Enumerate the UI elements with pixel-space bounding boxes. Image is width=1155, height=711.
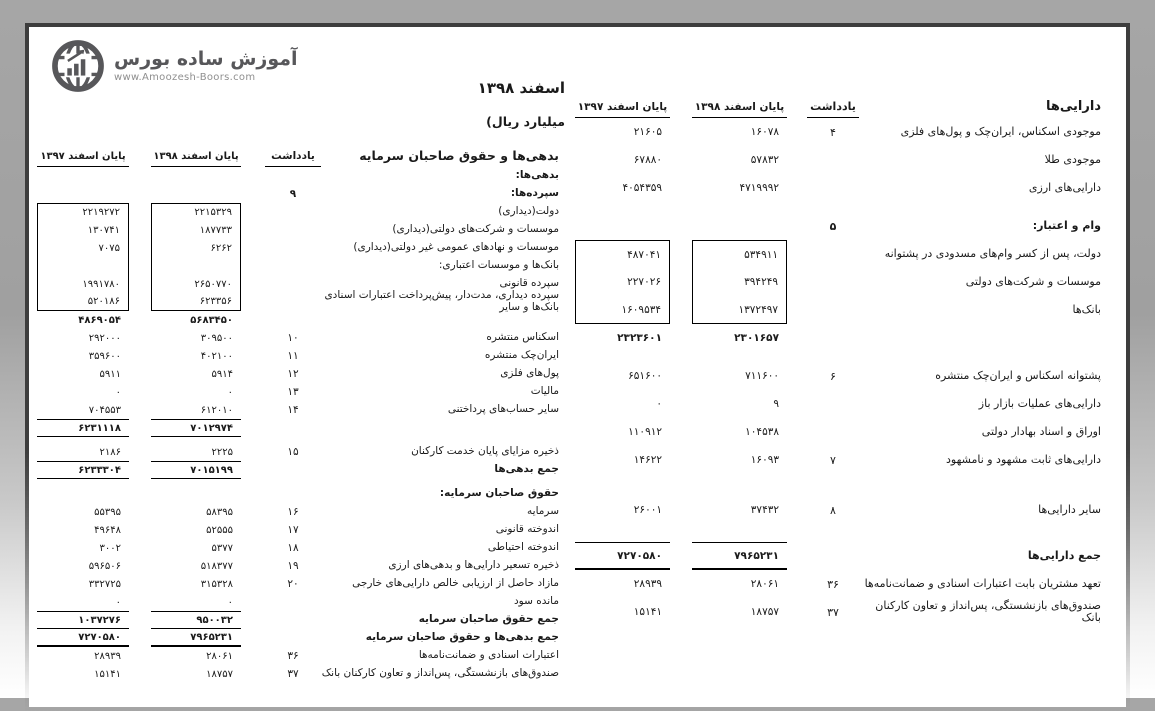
value-1398: ۱۳۷۲۴۹۷ xyxy=(692,296,787,324)
row-label xyxy=(859,324,1107,352)
row-label: سپرده قانونی xyxy=(499,277,559,290)
value-1398: ۶۱۲۰۱۰ xyxy=(200,404,233,416)
value-1398: ۷۹۶۵۲۳۱ xyxy=(692,542,787,570)
row-label: جمع دارایی‌ها xyxy=(1027,548,1101,562)
note-number xyxy=(265,629,321,647)
logo-title: آموزش ساده بورس xyxy=(114,48,298,71)
table-row xyxy=(37,329,565,347)
note-number: ۱۴ xyxy=(287,404,299,416)
row-label: پشتوانه اسکناس و ایران‌چک منتشره xyxy=(935,368,1101,382)
table-row xyxy=(575,446,1107,474)
row-label: ایران‌چک منتشره xyxy=(484,349,559,362)
row-label: بانک‌ها و موسسات اعتباری: xyxy=(438,259,559,272)
note-number: ۱۲ xyxy=(287,368,299,380)
value-1398: ۷۰۱۵۱۹۹ xyxy=(151,461,241,479)
table-row xyxy=(575,174,1107,202)
value-1398: ۱۸۷۵۷ xyxy=(750,606,779,618)
value-1398: ۲۸۰۶۱ xyxy=(206,650,233,662)
row-label: دولت(دیداری) xyxy=(498,205,559,218)
note-number: ۳۷ xyxy=(827,605,839,619)
row-label: جمع بدهی‌ها و حقوق صاحبان سرمایه xyxy=(365,631,559,644)
value-1398: ۹۵۰۰۳۲ xyxy=(151,611,241,629)
table-row xyxy=(37,503,565,521)
value-1398: ۰ xyxy=(227,596,233,608)
value-1397: ۴۹۶۴۸ xyxy=(94,524,121,536)
table-row xyxy=(37,419,565,437)
note-number: ۳۷ xyxy=(287,668,299,680)
document-unit-label: میلیارد ریال) xyxy=(486,114,565,129)
row-label: سپرده‌ها: xyxy=(510,187,559,200)
value-1397 xyxy=(37,257,129,275)
table-row xyxy=(37,167,565,185)
value-1397: ۲۱۸۶ xyxy=(99,446,121,458)
table-row xyxy=(575,324,1107,352)
value-1398: ۲۶۵۰۷۷۰ xyxy=(151,275,241,293)
note-number: ۶ xyxy=(830,369,836,383)
value-1397: ۷۲۷۰۵۸۰ xyxy=(37,629,129,647)
table-row xyxy=(37,611,565,629)
col-header-1397: پایان اسفند ۱۳۹۷ xyxy=(575,88,670,118)
value-1397: ۱۱۰۹۱۲ xyxy=(628,426,662,438)
value-1397: ۲۲۷۰۲۶ xyxy=(575,268,670,296)
row-label: حقوق صاحبان سرمایه: xyxy=(439,487,559,500)
value-1398: ۳۰۹۵۰۰ xyxy=(200,332,233,344)
note-number: ۳۶ xyxy=(287,650,299,662)
table-row xyxy=(575,570,1107,598)
value-1397: ۲۳۲۳۶۰۱ xyxy=(617,332,662,344)
value-1398: ۳۹۴۲۴۹ xyxy=(692,268,787,296)
table-row xyxy=(37,521,565,539)
value-1397: ۴۸۷۰۴۱ xyxy=(575,240,670,268)
row-label: دارایی‌های عملیات بازار باز xyxy=(978,396,1101,410)
table-row xyxy=(37,665,565,683)
value-1398: ۷۹۶۵۲۳۱ xyxy=(151,629,241,647)
value-1398: ۱۶۰۷۸ xyxy=(750,126,779,138)
value-1398 xyxy=(151,167,241,185)
note-number: ۷ xyxy=(830,453,836,467)
note-number xyxy=(265,293,321,311)
note-number xyxy=(807,240,859,268)
col-header-1398: پایان اسفند ۱۳۹۸ xyxy=(151,143,241,167)
assets-section-title: دارایی‌ها xyxy=(1046,98,1101,114)
value-1397: ۲۶۰۰۱ xyxy=(633,504,662,516)
value-1397: ۴۸۶۹۰۵۴ xyxy=(78,314,121,326)
value-1397: ۲۸۹۳۹ xyxy=(94,650,121,662)
note-number xyxy=(807,174,859,202)
row-label: جمع بدهی‌ها xyxy=(494,463,559,476)
value-1398: ۶۲۶۲ xyxy=(151,239,241,257)
row-label: وام و اعتبار: xyxy=(1032,218,1101,232)
note-number xyxy=(265,611,321,629)
value-1397: ۲۲۱۹۲۷۲ xyxy=(37,203,129,221)
table-row xyxy=(37,239,565,257)
value-1397: ۵۲۰۱۸۶ xyxy=(37,293,129,311)
table-row xyxy=(37,485,565,503)
value-1398: ۴۰۲۱۰۰ xyxy=(200,350,233,362)
table-row xyxy=(575,542,1107,570)
table-row xyxy=(575,268,1107,296)
note-number: ۱۶ xyxy=(287,506,299,518)
table-row xyxy=(37,539,565,557)
note-number xyxy=(265,203,321,221)
row-label: موجودی طلا xyxy=(1044,152,1101,166)
value-1397: ۶۲۳۳۳۰۴ xyxy=(37,461,129,479)
note-number xyxy=(265,275,321,293)
value-1397: ۷۰۴۵۵۳ xyxy=(88,404,121,416)
row-label: مانده سود xyxy=(514,595,559,608)
value-1397: ۰ xyxy=(115,386,121,398)
note-number: ۵ xyxy=(829,219,837,233)
col-header-note: یادداشت xyxy=(807,88,859,118)
value-1397: ۱۶۰۹۵۳۴ xyxy=(575,296,670,324)
row-label: جمع حقوق صاحبان سرمایه xyxy=(418,613,559,626)
value-1397: ۰ xyxy=(115,596,121,608)
value-1398: ۳۱۵۳۲۸ xyxy=(200,578,233,590)
value-1397 xyxy=(37,485,129,503)
table-row xyxy=(575,146,1107,174)
value-1397: ۱۵۱۴۱ xyxy=(94,668,121,680)
value-1398: ۵۶۸۳۴۵۰ xyxy=(190,314,233,326)
table-row xyxy=(37,289,565,313)
note-number xyxy=(265,593,321,611)
row-label: تعهد مشتریان بابت اعتبارات اسنادی و ضمانت‌نامه‌ها xyxy=(864,576,1101,590)
note-number xyxy=(807,296,859,324)
value-1398: ۵۳۴۹۱۱ xyxy=(692,240,787,268)
row-label xyxy=(321,311,565,329)
value-1397: ۵۹۱۱ xyxy=(99,368,121,380)
note-number: ۱۸ xyxy=(287,542,299,554)
value-1398: ۲۲۲۵ xyxy=(211,446,233,458)
table-row xyxy=(37,203,565,221)
table-row xyxy=(37,647,565,665)
value-1398: ۵۹۱۴ xyxy=(211,368,233,380)
row-label: بانک‌ها xyxy=(1072,302,1101,316)
value-1397 xyxy=(37,185,129,203)
liabilities-section-title: بدهی‌ها و حقوق صاحبان سرمایه xyxy=(359,148,559,164)
table-row xyxy=(575,496,1107,524)
note-number xyxy=(265,239,321,257)
value-1398: ۱۶۰۹۳ xyxy=(750,454,779,466)
value-1397: ۱۹۹۱۷۸۰ xyxy=(37,275,129,293)
value-1398: ۱۰۴۵۳۸ xyxy=(745,426,779,438)
row-label: سپرده دیداری، مدت‌دار، پیش‌پرداخت اعتبارات اسنادی بانک‌ها و سایر xyxy=(324,289,559,313)
row-label: اندوخته احتیاطی xyxy=(487,541,559,554)
value-1397: ۶۲۳۱۱۱۸ xyxy=(37,419,129,437)
table-row xyxy=(37,185,565,203)
value-1397: ۳۰۰۲ xyxy=(99,542,121,554)
value-1397: ۵۵۳۹۵ xyxy=(94,506,121,518)
value-1397: ۱۴۶۲۲ xyxy=(633,454,662,466)
assets-table xyxy=(575,88,1107,626)
table-row xyxy=(37,221,565,239)
row-label: ذخیره تسعیر دارایی‌ها و بدهی‌های ارزی xyxy=(388,559,559,572)
table-row xyxy=(575,390,1107,418)
table-row xyxy=(37,443,565,461)
liabilities-header-row xyxy=(37,143,565,167)
value-1398: ۵۷۸۳۲ xyxy=(750,154,779,166)
row-label: مازاد حاصل از ارزیابی خالص دارایی‌های خارجی xyxy=(352,577,559,590)
value-1398 xyxy=(151,485,241,503)
row-label: دارایی‌های ثابت مشهود و نامشهود xyxy=(945,452,1101,466)
table-row xyxy=(575,362,1107,390)
note-number xyxy=(807,146,859,174)
note-number xyxy=(265,485,321,503)
note-number xyxy=(807,268,859,296)
value-1398: ۶۲۳۳۵۶ xyxy=(151,293,241,311)
table-row xyxy=(37,629,565,647)
note-number xyxy=(265,257,321,275)
note-number: ۱۵ xyxy=(287,446,299,458)
table-row xyxy=(575,118,1107,146)
value-1398: ۲۲۱۵۳۲۹ xyxy=(151,203,241,221)
value-1398 xyxy=(151,257,241,275)
row-label xyxy=(321,419,565,437)
table-row xyxy=(37,365,565,383)
row-label: سایر حساب‌های پرداختنی xyxy=(447,403,559,416)
note-number xyxy=(807,324,859,352)
note-number: ۴ xyxy=(830,125,836,139)
value-1398: ۹ xyxy=(773,398,779,410)
note-number xyxy=(265,461,321,479)
value-1397: ۶۵۱۶۰۰ xyxy=(628,370,662,382)
note-number xyxy=(265,311,321,329)
value-1398: ۵۸۳۹۵ xyxy=(206,506,233,518)
value-1397: ۳۵۹۶۰۰ xyxy=(88,350,121,362)
note-number: ۹ xyxy=(289,188,297,200)
assets-header-row xyxy=(575,88,1107,118)
table-row xyxy=(37,401,565,419)
value-1398 xyxy=(692,212,787,240)
liabilities-table xyxy=(37,143,565,683)
value-1398: ۷۰۱۲۹۷۴ xyxy=(151,419,241,437)
value-1397 xyxy=(37,167,129,185)
col-header-1397: پایان اسفند ۱۳۹۷ xyxy=(37,143,129,167)
value-1398: ۰ xyxy=(227,386,233,398)
note-number: ۸ xyxy=(830,503,836,517)
table-row xyxy=(575,212,1107,240)
table-row xyxy=(37,593,565,611)
note-number: ۱۱ xyxy=(287,350,299,362)
logo-url: www.Amoozesh-Boors.com xyxy=(114,71,256,83)
row-label: اوراق و اسناد بهادار دولتی xyxy=(981,424,1101,438)
row-label: ذخیره مزایای پایان خدمت کارکنان xyxy=(411,445,559,458)
row-label: دارایی‌های ارزی xyxy=(1028,180,1101,194)
row-label: دولت، پس از کسر وام‌های مسدودی در پشتوانه xyxy=(884,246,1101,260)
value-1398: ۴۷۱۹۹۹۲ xyxy=(739,182,779,194)
value-1398: ۵۳۷۷ xyxy=(211,542,233,554)
value-1397: ۴۰۵۴۳۵۹ xyxy=(622,182,662,194)
row-label: مالیات xyxy=(530,385,559,398)
table-row xyxy=(575,296,1107,324)
value-1397: ۱۳۰۷۴۱ xyxy=(37,221,129,239)
value-1398: ۵۲۵۵۵ xyxy=(206,524,233,536)
table-row xyxy=(575,598,1107,626)
table-row xyxy=(37,461,565,479)
row-label: اعتبارات اسنادی و ضمانت‌نامه‌ها xyxy=(418,649,559,662)
value-1398: ۱۸۷۵۷ xyxy=(206,668,233,680)
table-row xyxy=(37,557,565,575)
note-number xyxy=(265,167,321,185)
note-number xyxy=(807,542,859,570)
table-row xyxy=(575,240,1107,268)
note-number xyxy=(807,390,859,418)
logo xyxy=(51,39,298,93)
table-row xyxy=(575,418,1107,446)
note-number: ۱۳ xyxy=(287,386,299,398)
value-1397: ۷۲۷۰۵۸۰ xyxy=(575,542,670,570)
value-1397: ۱۵۱۴۱ xyxy=(633,606,662,618)
note-number: ۱۷ xyxy=(287,524,299,536)
value-1398: ۲۸۰۶۱ xyxy=(750,578,779,590)
row-label: صندوق‌های بازنشستگی، پس‌انداز و تعاون کارکنان بانک xyxy=(875,598,1101,624)
note-number xyxy=(265,221,321,239)
document-page xyxy=(29,27,1126,707)
row-label: موسسات و نهادهای عمومی غیر دولتی(دیداری) xyxy=(353,241,559,254)
row-label: بدهی‌ها: xyxy=(515,169,559,182)
document-date-title: اسفند ۱۳۹۸ xyxy=(477,79,565,97)
row-label: اسکناس منتشره xyxy=(486,331,559,344)
row-label: سرمایه xyxy=(527,505,559,518)
note-number: ۱۰ xyxy=(287,332,299,344)
row-label: اندوخته قانونی xyxy=(495,523,559,536)
value-1397: ۲۹۲۰۰۰ xyxy=(88,332,121,344)
value-1397: ۲۸۹۳۹ xyxy=(633,578,662,590)
row-label: موسسات و شرکت‌های دولتی xyxy=(965,274,1101,288)
note-number: ۲۰ xyxy=(287,578,299,590)
note-number xyxy=(807,418,859,446)
row-label: پول‌های فلزی xyxy=(500,367,559,380)
value-1398: ۱۸۷۷۳۳ xyxy=(151,221,241,239)
globe-chart-icon xyxy=(51,39,105,93)
table-row xyxy=(37,383,565,401)
row-label: موسسات و شرکت‌های دولتی(دیداری) xyxy=(392,223,559,236)
note-number xyxy=(265,419,321,437)
value-1397: ۳۳۲۷۲۵ xyxy=(88,578,121,590)
value-1398: ۷۱۱۶۰۰ xyxy=(745,370,779,382)
note-number: ۳۶ xyxy=(827,577,839,591)
value-1397: ۷۰۷۵ xyxy=(37,239,129,257)
value-1398: ۳۷۴۳۲ xyxy=(750,504,779,516)
value-1398: ۵۱۸۳۷۷ xyxy=(200,560,233,572)
value-1397: ۵۹۶۵۰۶ xyxy=(88,560,121,572)
table-row xyxy=(37,311,565,329)
col-header-1398: پایان اسفند ۱۳۹۸ xyxy=(692,88,787,118)
note-number: ۱۹ xyxy=(287,560,299,572)
value-1397: ۰ xyxy=(656,398,662,410)
table-row xyxy=(37,257,565,275)
value-1397 xyxy=(575,212,670,240)
value-1398: ۲۳۰۱۶۵۷ xyxy=(734,332,779,344)
row-label: صندوق‌های بازنشستگی، پس‌انداز و تعاون کارکنان بانک xyxy=(321,667,559,680)
value-1397: ۲۱۶۰۵ xyxy=(633,126,662,138)
value-1397: ۱۰۳۷۲۷۶ xyxy=(37,611,129,629)
value-1398 xyxy=(151,185,241,203)
row-label: موجودی اسکناس، ایران‌چک و پول‌های فلزی xyxy=(900,124,1101,138)
value-1397: ۶۷۸۸۰ xyxy=(633,154,662,166)
row-label: سایر دارایی‌ها xyxy=(1038,502,1101,516)
col-header-note: یادداشت xyxy=(265,143,321,167)
table-row xyxy=(37,347,565,365)
table-row xyxy=(37,575,565,593)
